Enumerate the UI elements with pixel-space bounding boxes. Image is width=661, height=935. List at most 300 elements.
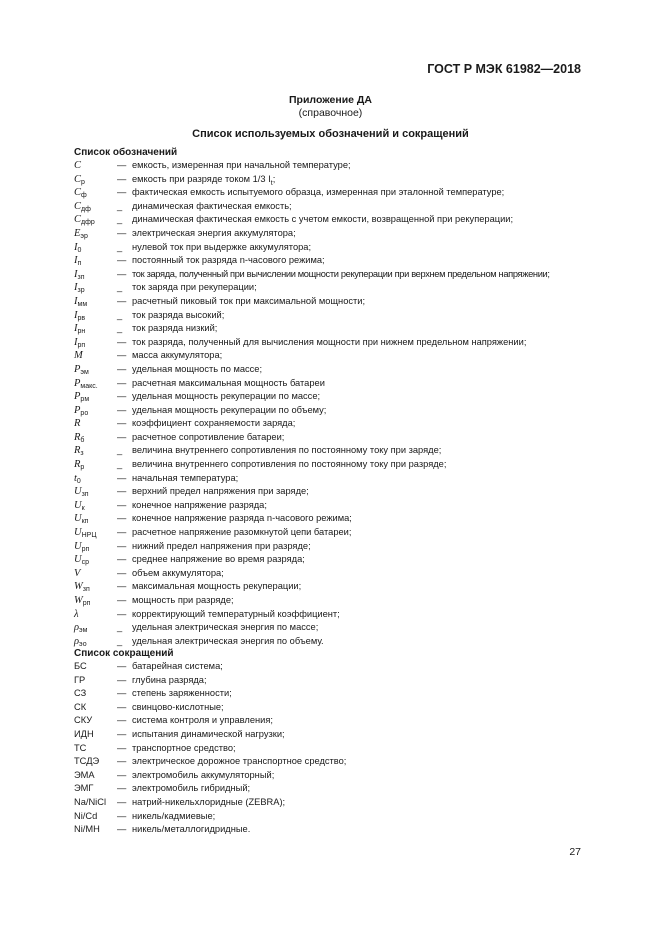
abbreviations-list-title: Список сокращений: [74, 648, 174, 659]
symbol: [74, 472, 117, 486]
symbol-subscript: эо: [79, 640, 87, 648]
symbol: [74, 431, 117, 445]
symbol-subscript: эм: [79, 627, 88, 635]
dash: —: [117, 227, 127, 238]
description-text: начальная температура;: [132, 472, 239, 483]
dash: —: [117, 796, 127, 807]
symbol-letter: P: [74, 363, 81, 375]
abbreviation-row: [74, 810, 594, 824]
description-text: величина внутреннего сопротивления по постоянному току при разряде;: [132, 459, 447, 470]
symbol-subscript: р: [80, 464, 85, 472]
description-text: удельная мощность по массе;: [132, 363, 263, 374]
symbol: [74, 241, 117, 255]
symbols-list-title: Список обозначений: [74, 147, 178, 158]
symbol-subscript: 0: [76, 477, 81, 485]
dash: —: [117, 608, 127, 619]
symbol-description: [132, 526, 594, 540]
symbol-subscript: p: [81, 178, 85, 186]
dash: —: [117, 404, 127, 415]
description-text: расчетное напряжение разомкнутой цепи батареи;: [132, 527, 352, 538]
dash: —: [117, 715, 127, 726]
abbreviation-row: [74, 660, 594, 674]
dash: —: [117, 527, 127, 538]
abbreviation-description: степень заряженности;: [132, 688, 232, 699]
abbreviation: ТС: [74, 742, 87, 753]
symbol-row: [74, 580, 594, 594]
symbol-row: [74, 390, 594, 404]
symbol: [74, 377, 117, 391]
description-text: фактическая емкость испытуемого образца, измеренная при эталонной температуре;: [132, 187, 505, 198]
dash: —: [117, 295, 127, 306]
symbol-letter: V: [74, 567, 81, 579]
abbreviation-row: [74, 687, 594, 701]
symbol-subscript: кп: [81, 518, 89, 526]
dash: —: [117, 377, 127, 388]
abbreviation: ГР: [74, 674, 86, 685]
abbreviation-row: [74, 714, 594, 728]
symbol-row: [74, 322, 594, 336]
symbol-subscript: з: [80, 450, 84, 458]
description-text: ток заряда, полученный при вычислении мощности рекуперации при верхнем предельном напряжении;: [132, 268, 550, 279]
annex-heading: [0, 94, 661, 120]
dash: —: [117, 701, 127, 712]
symbol-letter: P: [74, 377, 81, 389]
symbol: [74, 295, 117, 309]
abbreviation: Ni/Cd: [74, 810, 98, 821]
symbol-letter: t: [74, 472, 77, 484]
abbreviation-description: система контроля и управления;: [132, 715, 273, 726]
dash: —: [117, 567, 127, 578]
description-text: постоянный ток разряда n-часового режима;: [132, 255, 325, 266]
symbol-letter: I: [74, 323, 78, 335]
symbol-row: [74, 540, 594, 554]
description-text: объем аккумулятора;: [132, 567, 224, 578]
symbol-subscript: рп: [77, 341, 86, 349]
description-text: нижний предел напряжения при разряде;: [132, 540, 311, 551]
abbreviation: СК: [74, 701, 87, 712]
symbol-description: [132, 567, 594, 581]
symbol-letter: R: [74, 431, 81, 443]
dash: —: [117, 472, 127, 483]
symbol-letter: I: [74, 241, 78, 253]
symbol-row: [74, 567, 594, 581]
dash: —: [117, 499, 127, 510]
symbol: [74, 458, 117, 472]
description-text: удельная электрическая энергия по объему.: [132, 635, 324, 646]
symbol-row: [74, 621, 594, 635]
abbreviation-row: [74, 701, 594, 715]
symbol-letter: I: [74, 268, 78, 280]
symbol-letter: W: [74, 581, 83, 593]
symbol: [74, 268, 117, 282]
abbreviation-description: батарейная система;: [132, 661, 223, 671]
symbol-letter: C: [74, 214, 82, 226]
symbol: [74, 390, 117, 404]
symbol-subscript: 0: [77, 246, 82, 254]
description-text: удельная электрическая энергия по массе;: [132, 622, 319, 633]
symbol-description: [132, 281, 594, 295]
symbol: [74, 404, 117, 418]
dash: _: [117, 635, 123, 646]
abbreviation-row: [74, 742, 594, 756]
symbol-description: [132, 512, 594, 526]
abbreviation-row: [74, 796, 594, 810]
symbol-subscript: зп: [77, 273, 85, 281]
symbol-letter: U: [74, 540, 82, 552]
symbol: [74, 444, 117, 458]
symbol-row: [74, 200, 594, 214]
description-text: максимальная мощность рекуперации;: [132, 581, 302, 592]
dash: —: [117, 783, 127, 794]
abbreviations-section: [74, 647, 594, 837]
symbol: [74, 594, 117, 608]
symbol-subscript: рн: [77, 328, 86, 336]
description-text: конечное напряжение разряда;: [132, 499, 267, 510]
symbol-description: [132, 336, 594, 350]
dash: _: [117, 622, 123, 633]
symbol: [74, 363, 117, 377]
symbol-letter: ρ: [74, 622, 80, 634]
symbol-subscript: ср: [81, 559, 89, 567]
dash: —: [117, 769, 127, 780]
symbol-letter: C: [74, 200, 82, 212]
symbol-letter: U: [74, 513, 82, 525]
symbol-subscript: дф: [81, 205, 91, 213]
symbol-description: [132, 417, 594, 431]
symbol: [74, 621, 117, 635]
dash: —: [117, 595, 127, 605]
symbol-description: [132, 159, 594, 173]
symbol-row: [74, 227, 594, 241]
description-text: величина внутреннего сопротивления по постоянному току при заряде;: [132, 445, 442, 456]
symbol-subscript: б: [80, 436, 85, 444]
dash: _: [117, 445, 123, 456]
description-text: расчетный пиковый ток при максимальной мощности;: [132, 295, 366, 306]
description-tail: ;: [272, 173, 276, 184]
description-text: удельная мощность рекуперации по массе;: [132, 391, 321, 402]
symbol-row: [74, 594, 594, 608]
description-text: емкость, измеренная при начальной температуре;: [132, 160, 351, 170]
dash: _: [117, 309, 123, 320]
symbol-subscript: ф: [81, 192, 87, 200]
abbreviation-row: [74, 674, 594, 688]
symbol-row: [74, 186, 594, 200]
symbol-row: [74, 404, 594, 418]
abbreviation: ИДН: [74, 728, 94, 739]
page-number: 27: [569, 846, 581, 858]
symbol-row: [74, 553, 594, 567]
dash: —: [117, 540, 127, 551]
symbol-row: [74, 173, 594, 187]
description-text: среднее напряжение во время разряда;: [132, 554, 305, 565]
symbol: [74, 159, 117, 173]
dash: _: [117, 323, 123, 334]
symbol-row: [74, 268, 594, 282]
abbreviation-row: [74, 728, 594, 742]
abbreviation: СКУ: [74, 715, 93, 726]
symbol-row: [74, 349, 594, 363]
symbol: [74, 227, 117, 241]
abbreviation-description: натрий-никельхлоридные (ZEBRA);: [132, 796, 286, 807]
dash: —: [117, 810, 127, 821]
dash: —: [117, 391, 127, 402]
symbol-row: [74, 431, 594, 445]
symbol-subscript: зр: [77, 287, 85, 295]
dash: —: [117, 756, 127, 767]
abbreviation-description: электрическое дорожное транспортное средство;: [132, 756, 347, 767]
symbol-letter: I: [74, 255, 78, 267]
symbol-description: [132, 268, 594, 282]
symbol-description: [132, 390, 594, 404]
symbol-subscript: НРЦ: [81, 532, 97, 540]
description-text: расчетное сопротивление батареи;: [132, 431, 285, 442]
symbol-subscript: к: [81, 504, 85, 512]
dash: —: [117, 418, 127, 429]
abbreviation-row: [74, 823, 594, 837]
symbol-letter: E: [74, 227, 81, 239]
dash: —: [117, 255, 127, 266]
symbol: [74, 608, 117, 622]
dash: —: [117, 824, 127, 835]
symbol-row: [74, 444, 594, 458]
dash: —: [117, 513, 127, 524]
symbol: [74, 417, 117, 431]
dash: —: [117, 336, 127, 347]
symbol-letter: R: [74, 459, 81, 471]
symbol-letter: U: [74, 527, 82, 539]
symbol-letter: M: [74, 350, 83, 362]
dash: —: [117, 661, 127, 671]
symbol-row: [74, 336, 594, 350]
symbol-subscript: п: [77, 260, 82, 268]
symbol-description: [132, 444, 594, 458]
description-text: динамическая фактическая емкость;: [132, 200, 292, 211]
dash: —: [117, 350, 127, 361]
symbol-description: [132, 241, 594, 255]
description-text: ток заряда при рекуперации;: [132, 282, 257, 293]
abbreviation-description: никель/металлогидридные.: [132, 824, 251, 835]
abbreviation: Ni/MH: [74, 824, 100, 835]
dash: —: [117, 363, 127, 374]
abbreviation-row: [74, 782, 594, 796]
symbol-letter: P: [74, 391, 81, 403]
symbol-row: [74, 485, 594, 499]
abbreviation: Na/NiCl: [74, 796, 107, 807]
symbol-subscript: рп: [82, 600, 91, 607]
description-text: мощность при разряде;: [132, 595, 234, 605]
symbol-row: [74, 159, 594, 173]
symbol: [74, 580, 117, 594]
symbol-row: [74, 363, 594, 377]
dash: —: [117, 674, 127, 685]
symbol-letter: C: [74, 173, 82, 185]
symbol-description: [132, 580, 594, 594]
symbol-subscript: дфр: [81, 219, 95, 227]
symbol-description: [132, 472, 594, 486]
symbol-subscript: эм: [80, 368, 89, 376]
abbreviation-description: свинцово-кислотные;: [132, 701, 224, 712]
annex-subtitle: (справочное): [298, 107, 363, 119]
symbol-description: [132, 322, 594, 336]
dash: —: [117, 728, 127, 739]
symbol-description: [132, 295, 594, 309]
description-text: масса аккумулятора;: [132, 350, 223, 361]
abbreviation-description: глубина разряда;: [132, 674, 207, 685]
symbol-row: [74, 526, 594, 540]
symbols-section: [74, 146, 594, 648]
symbol-subscript: макс.: [80, 382, 98, 390]
symbol-description: [132, 431, 594, 445]
symbol-letter: W: [74, 595, 83, 606]
abbreviation: ЭМА: [74, 769, 95, 780]
symbol-row: [74, 213, 594, 227]
symbol-subscript: рм: [80, 396, 90, 404]
symbol-letter: I: [74, 282, 78, 294]
symbol: [74, 281, 117, 295]
abbreviation: ЭМГ: [74, 783, 94, 794]
dash: —: [117, 554, 127, 565]
description-text: электрическая энергия аккумулятора;: [132, 227, 296, 238]
symbol-row: [74, 377, 594, 391]
symbol-subscript: зп: [81, 491, 89, 499]
annex-title: Приложение ДА: [289, 94, 372, 106]
symbol-description: [132, 553, 594, 567]
symbol-row: [74, 608, 594, 622]
description-text: нулевой ток при выдержке аккумулятора;: [132, 241, 312, 252]
symbol-description: [132, 213, 594, 227]
symbol-row: [74, 417, 594, 431]
symbol-row: [74, 254, 594, 268]
symbol: [74, 567, 117, 581]
dash: _: [117, 459, 123, 470]
symbol-description: [132, 200, 594, 214]
symbol: [74, 322, 117, 336]
abbreviation-description: испытания динамической нагрузки;: [132, 728, 285, 739]
dash: _: [117, 241, 123, 252]
symbol-description: [132, 608, 594, 622]
symbol-description: [132, 499, 594, 513]
description-text: ток разряда высокий;: [132, 309, 225, 320]
dash: _: [117, 200, 123, 211]
symbol-description: [132, 363, 594, 377]
symbol-letter: R: [74, 445, 81, 457]
symbol: [74, 200, 117, 214]
dash: —: [117, 431, 127, 442]
description-text: коэффициент сохраняемости заряда;: [132, 418, 296, 429]
abbreviation: ТСДЭ: [74, 756, 100, 767]
symbol: [74, 309, 117, 323]
symbol: [74, 213, 117, 227]
description-text: конечное напряжение разряда n-часового режима;: [132, 513, 352, 524]
symbol-letter: C: [74, 160, 82, 171]
symbol-letter: U: [74, 499, 82, 511]
symbol-description: [132, 186, 594, 200]
symbol: [74, 173, 117, 187]
symbol-row: [74, 458, 594, 472]
abbreviation-row: [74, 755, 594, 769]
abbreviation: СЗ: [74, 688, 87, 699]
symbol-description: [132, 349, 594, 363]
abbreviation-description: никель/кадмиевые;: [132, 810, 216, 821]
symbol: [74, 553, 117, 567]
description-text: расчетная максимальная мощность батареи: [132, 377, 325, 388]
symbol-letter: I: [74, 336, 78, 348]
description-text: динамическая фактическая емкость с учетом емкости, возвращенной при рекуперации;: [132, 214, 514, 225]
description-text: верхний предел напряжения при заряде;: [132, 486, 309, 497]
symbol: [74, 349, 117, 363]
symbol-letter: λ: [74, 608, 79, 620]
symbol-description: [132, 594, 594, 608]
symbol-description: [132, 621, 594, 635]
symbol-letter: I: [74, 309, 78, 321]
dash: —: [117, 187, 127, 198]
dash: _: [117, 282, 123, 293]
symbol-letter: U: [74, 486, 82, 498]
symbol-letter: R: [74, 418, 81, 430]
description-subscript: t: [270, 179, 273, 187]
dash: —: [117, 173, 127, 184]
symbol-letter: P: [74, 404, 81, 416]
symbol-row: [74, 281, 594, 295]
symbol-description: [132, 227, 594, 241]
symbol-row: [74, 309, 594, 323]
main-title: Список используемых обозначений и сокращений: [192, 128, 469, 140]
symbol: [74, 186, 117, 200]
dash: _: [117, 214, 123, 225]
description-text: ток разряда низкий;: [132, 323, 218, 334]
symbol: [74, 485, 117, 499]
description-text: емкость при разряде током 1/3 I: [132, 173, 271, 184]
symbol-row: [74, 295, 594, 309]
dash: —: [117, 688, 127, 699]
symbol: [74, 499, 117, 513]
symbol-subscript: мм: [77, 300, 88, 308]
symbol-description: [132, 458, 594, 472]
symbol-letter: U: [74, 554, 82, 566]
abbreviation-description: электромобиль аккумуляторный;: [132, 769, 275, 780]
symbol-row: [74, 472, 594, 486]
abbreviation-row: [74, 769, 594, 783]
symbol-description: [132, 254, 594, 268]
symbol-subscript: зп: [82, 586, 90, 594]
symbol-description: [132, 377, 594, 391]
symbol: [74, 336, 117, 350]
symbol-subscript: рв: [77, 314, 86, 322]
symbol-letter: C: [74, 187, 82, 199]
dash: —: [117, 742, 127, 753]
symbol: [74, 254, 117, 268]
symbol-subscript: ро: [80, 409, 89, 417]
abbreviation-description: электромобиль гибридный;: [132, 783, 251, 794]
dash: —: [117, 581, 127, 592]
symbol-subscript: рп: [81, 545, 90, 553]
symbol-description: [132, 485, 594, 499]
dash: —: [117, 160, 127, 170]
symbol-letter: I: [74, 295, 78, 307]
symbol-letter: ρ: [74, 635, 80, 647]
description-text: ток разряда, полученный для вычисления мощности при нижнем предельном напряжении;: [132, 336, 527, 347]
abbreviation: БС: [74, 661, 87, 671]
dash: —: [117, 486, 127, 497]
symbol: [74, 512, 117, 526]
symbol-description: [132, 540, 594, 554]
description-text: удельная мощность рекуперации по объему;: [132, 404, 327, 415]
symbol: [74, 526, 117, 540]
symbol-row: [74, 241, 594, 255]
description-text: корректирующий температурный коэффициент;: [132, 608, 340, 619]
symbol-description: [132, 309, 594, 323]
symbol-row: [74, 512, 594, 526]
